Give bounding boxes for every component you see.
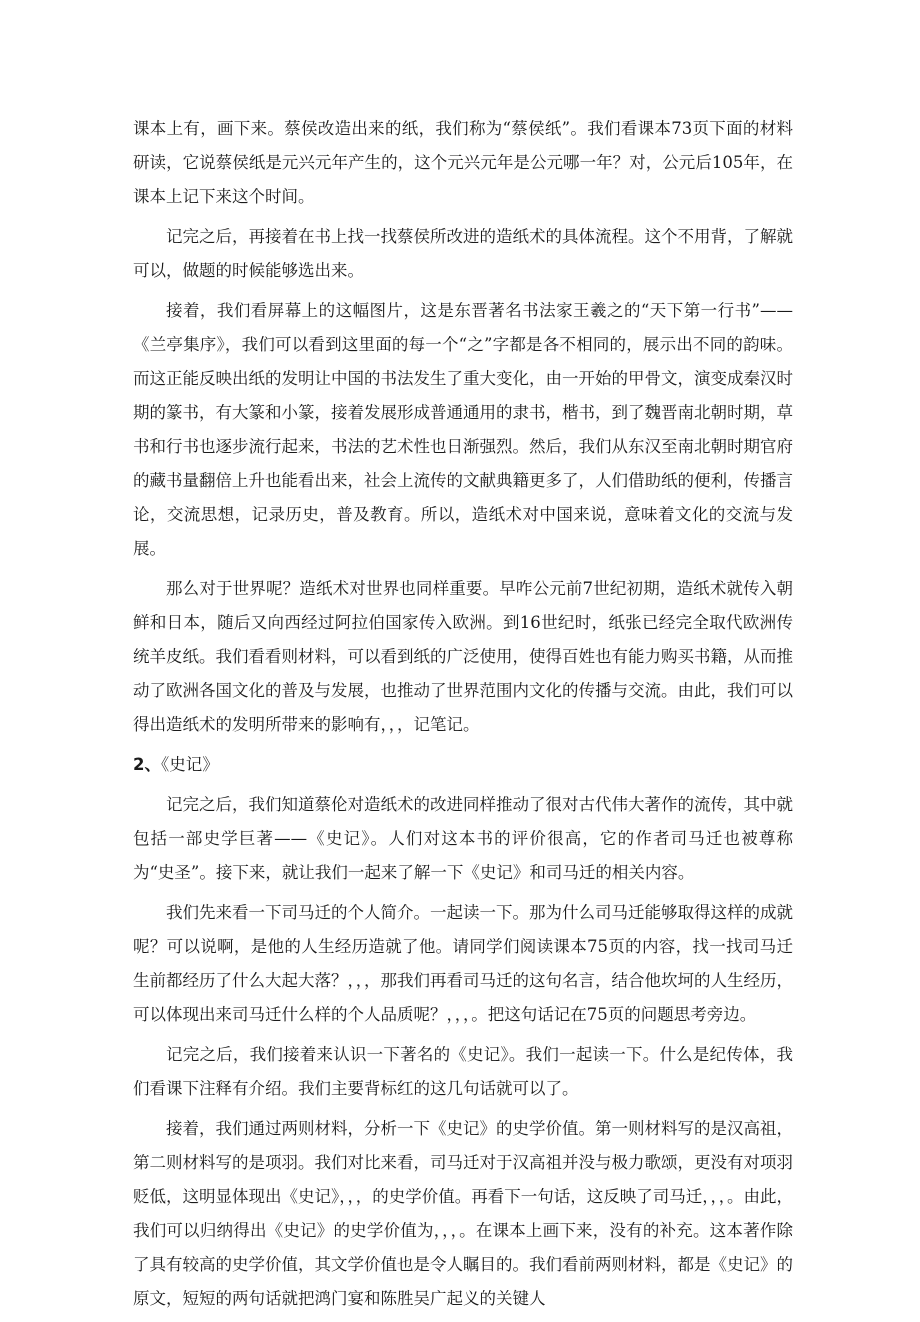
section-number: 2、 (133, 755, 161, 774)
paragraph-3: 接着，我们看屏幕上的这幅图片，这是东晋著名书法家王羲之的“天下第一行书”——《兰亭集序》，我们可以看到这里面的每一个“之”字都是各不相同的，展示出不同的韵味。而这正能反映出纸的发明让中国的书法发生了重大变化，由一开始的甲骨文，演变成秦汉时期的篆书，有大篆和小篆，接着发展形成普通通用的隶书，楷书，到了魏晋南北朝时期，草书和行书也逐步流行起来，书法的艺术性也日渐强烈。然后，我们从东汉至南北朝时期官府的藏书量翻倍上升也能看出来，社会上流传的文献典籍更多了，人们借助纸的便利，传播言论，交流思想，记录历史，普及教育。所以，造纸术对中国来说，意味着文化的交流与发展。 (133, 301, 793, 558)
paragraph-6: 我们先来看一下司马迁的个人简介。一起读一下。那为什么司马迁能够取得这样的成就呢？可以说啊，是他的人生经历造就了他。请同学们阅读课本75页的内容，找一找司马迁生前都经历了什么大起大落？，，，那我们再看司马迁的这句名言，结合他坎坷的人生经历，可以体现出来司马迁什么样的个人品质呢？，，，。把这句话记在75页的问题思考旁边。 (133, 903, 793, 1024)
paragraph-7: 记完之后，我们接着来认识一下著名的《史记》。我们一起读一下。什么是纪传体，我们看课下注释有介绍。我们主要背标红的这几句话就可以了。 (133, 1045, 793, 1098)
section-title: 《史记》 (160, 755, 219, 774)
paragraph-2: 记完之后，再接着在书上找一找蔡侯所改进的造纸术的具体流程。这个不用背，了解就可以，做题的时候能够选出来。 (133, 227, 793, 280)
paragraph-1: 课本上有，画下来。蔡侯改造出来的纸，我们称为“蔡侯纸”。我们看课本73页下面的材料研读，它说蔡侯纸是元兴元年产生的，这个元兴元年是公元哪一年？对，公元后105年，在课本上记下来这个时间。 (133, 119, 793, 206)
paragraph-8: 接着，我们通过两则材料，分析一下《史记》的史学价值。第一则材料写的是汉高祖，第二则材料写的是项羽。我们对比来看，司马迁对于汉高祖并没与极力歌颂，更没有对项羽贬低，这明显体现出《史记》，，，的史学价值。再看下一句话，这反映了司马迁，，，。由此，我们可以归纳得出《史记》的史学价值为，，，。在课本上画下来，没有的补充。这本著作除了具有较高的史学价值，其文学价值也是令人瞩目的。我们看前两则材料，都是《史记》的原文，短短的两句话就把鸿门宴和陈胜吴广起义的关键人 (133, 1119, 793, 1308)
document-body (133, 112, 793, 1322)
section-heading (133, 748, 793, 782)
paragraph-4: 那么对于世界呢？造纸术对世界也同样重要。早咋公元前7世纪初期，造纸术就传入朝鲜和日本，随后又向西经过阿拉伯国家传入欧洲。到16世纪时，纸张已经完全取代欧洲传统羊皮纸。我们看看则材料，可以看到纸的广泛使用，使得百姓也有能力购买书籍，从而推动了欧洲各国文化的普及与发展，也推动了世界范围内文化的传播与交流。由此，我们可以得出造纸术的发明所带来的影响有，，，记笔记。 (133, 579, 793, 734)
paragraph-5: 记完之后，我们知道蔡伦对造纸术的改进同样推动了很对古代伟大著作的流传，其中就包括一部史学巨著——《史记》。人们对这本书的评价很高，它的作者司马迁也被尊称为“史圣”。接下来，就让我们一起来了解一下《史记》和司马迁的相关内容。 (133, 795, 793, 882)
